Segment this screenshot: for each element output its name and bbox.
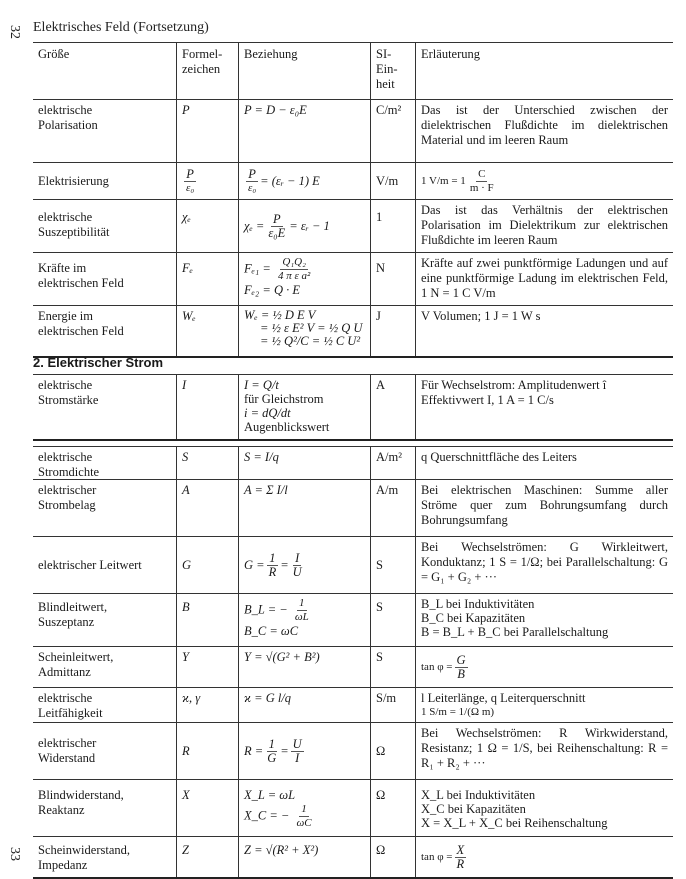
- relation-cell: P = D − ε₀E: [238, 100, 370, 162]
- relation-cell: χₑ = $\frac{P}{\text{ε₀E}}$ = εᵣ − 1: [238, 200, 370, 252]
- unit-cell: J: [370, 306, 415, 356]
- header-explanation: Erläuterung: [415, 43, 673, 99]
- symbol-cell: Y: [176, 647, 238, 687]
- table-row: [33, 594, 673, 647]
- header-symbol: Formel- zeichen: [176, 43, 238, 99]
- table-row: [33, 780, 673, 837]
- relation-cell: Y = √(G² + B²): [238, 647, 370, 687]
- explanation-cell: l Leiterlänge, q Leiterquerschnitt 1 S/m = 1/(Ω m): [415, 688, 673, 724]
- symbol-cell: Fₑ: [176, 253, 238, 305]
- explanation-cell: Das ist der Unterschied zwischen der dielektrischen Flußdichte im dielektrischen Material und im leeren Raum: [415, 100, 673, 162]
- symbol-cell: A: [176, 480, 238, 536]
- explanation-cell: 1 V/m = 1 $\frac{C}{m \cdot F}$: [415, 163, 673, 199]
- symbol-cell: ϰ, γ: [176, 688, 238, 724]
- unit-cell: N: [370, 253, 415, 305]
- unit-cell: S: [370, 647, 415, 687]
- unit-cell: V/m: [370, 163, 415, 199]
- symbol-cell: Wₑ: [176, 306, 238, 356]
- symbol-cell: G: [176, 537, 238, 593]
- relation-cell: X_L = ωL X_C = − $\frac{1}{\omega C}$: [238, 780, 370, 836]
- relation-cell: ϰ = G l/q: [238, 688, 370, 724]
- relation-cell: A = Σ I/l: [238, 480, 370, 536]
- current-table: [33, 374, 673, 879]
- symbol-cell: X: [176, 780, 238, 836]
- quantity-cell: Energie im elektrischen Feld: [38, 309, 124, 338]
- table-row: [33, 837, 673, 879]
- relation-cell: Fₑ₁ = $\frac{\text{Q₁Q₂}}{\text{4 π ε a²}}$ Fₑ₂ = Q · E: [238, 253, 370, 305]
- quantity-cell: elektrische Suszeptibilität: [38, 210, 110, 239]
- unit-cell: C/m²: [370, 100, 415, 162]
- unit-cell: A: [370, 375, 415, 439]
- relation-cell: R = $\frac{1}{G}$ = $\frac{U}{I}$: [238, 723, 370, 779]
- quantity-cell: elektrischer Widerstand: [38, 736, 97, 765]
- symbol-cell: χₑ: [176, 200, 238, 252]
- unit-cell: Ω: [370, 723, 415, 779]
- explanation-cell: Das ist das Verhältnis der elektrischen Polarisation im Dielektrikum zur elektrischen Flußdichte im leeren Raum: [415, 200, 673, 252]
- page-number-top: 32: [7, 25, 22, 39]
- explanation-cell: Für Wechselstrom: Amplitudenwert î Effektivwert I, 1 A = 1 C/s: [415, 375, 673, 439]
- explanation-cell: Bei elektrischen Maschinen: Summe aller Ströme quer zum Bohrungsumfang durch Bohrungsumfang: [415, 480, 673, 536]
- relation-cell: $\frac{P}{\text{ε₀}}$ = (εᵣ − 1) E: [238, 163, 370, 199]
- explanation-cell: Bei Wechselströmen: G Wirkleitwert, Konduktanz; 1 S = 1/Ω; bei Parallelschaltung: G = G₁ + G₂ + ···: [415, 537, 673, 593]
- quantity-cell: elektrischer Strombelag: [38, 483, 97, 512]
- symbol-cell: Z: [176, 837, 238, 877]
- table-header-row: [33, 42, 673, 100]
- table-row: [33, 100, 673, 163]
- header-relation: Beziehung: [238, 43, 370, 99]
- relation-cell: I = Q/t für Gleichstrom i = dQ/dt Augenblickswert: [238, 375, 370, 439]
- unit-cell: Ω: [370, 780, 415, 836]
- explanation-cell: X_L bei Induktivitäten X_C bei Kapazitäten X = X_L + X_C bei Reihenschaltung: [415, 780, 673, 836]
- symbol-cell: B: [176, 594, 238, 646]
- table-row: [33, 537, 673, 594]
- table-row: [33, 253, 673, 306]
- unit-cell: S: [370, 537, 415, 593]
- relation-cell: Z = √(R² + X²): [238, 837, 370, 877]
- table-row: [33, 723, 673, 780]
- page-title: Elektrisches Feld (Fortsetzung): [33, 20, 209, 35]
- unit-cell: Ω: [370, 837, 415, 877]
- symbol-cell: S: [176, 447, 238, 483]
- quantity-cell: elektrische Leitfähigkeit: [38, 691, 103, 720]
- quantity-cell: Blindleitwert, Suszeptanz: [38, 600, 108, 629]
- quantity-cell: elektrische Stromstärke: [38, 378, 99, 407]
- explanation-cell: V Volumen; 1 J = 1 W s: [415, 306, 673, 356]
- quantity-cell: Scheinwiderstand, Impedanz: [38, 843, 130, 872]
- field-table: [33, 42, 673, 358]
- table-row: [33, 200, 673, 253]
- relation-cell: G = $\frac{1}{R}$ = $\frac{I}{U}$: [238, 537, 370, 593]
- relation-cell: S = I/q: [238, 447, 370, 483]
- table-row: [33, 447, 673, 480]
- section-title: 2. Elektrischer Strom: [33, 355, 164, 370]
- table-row: [33, 375, 673, 441]
- unit-cell: A/m: [370, 480, 415, 536]
- symbol-cell: P: [176, 100, 238, 162]
- header-unit: SI- Ein- heit: [370, 43, 415, 99]
- page-number-bottom: 33: [7, 847, 22, 861]
- quantity-cell: elektrische Stromdichte: [38, 450, 100, 479]
- header-quantity: Größe: [38, 47, 70, 61]
- explanation-cell: tan φ = $\frac{G}{B}$: [415, 647, 673, 687]
- table-row: [33, 306, 673, 358]
- symbol-cell: $\frac{P}{\text{ε₀}}$: [176, 163, 238, 199]
- table-row: [33, 480, 673, 537]
- relation-cell: Wₑ = ½ D E V = ½ ε E² V = ½ Q U = ½ Q²/C = ½ C U²: [238, 306, 370, 356]
- symbol-cell: R: [176, 723, 238, 779]
- relation-cell: B_L = − $\frac{1}{\omega L}$ B_C = ωC: [238, 594, 370, 646]
- quantity-cell: Kräfte im elektrischen Feld: [38, 261, 124, 290]
- explanation-cell: Kräfte auf zwei punktförmige Ladungen und auf eine punktförmige Ladung im elektrischen Feld, 1 N = 1 C V/m: [415, 253, 673, 305]
- table-row: [33, 647, 673, 688]
- explanation-cell: B_L bei Induktivitäten B_C bei Kapazitäten B = B_L + B_C bei Parallelschaltung: [415, 594, 673, 646]
- symbol-cell: I: [176, 375, 238, 439]
- quantity-cell: Blindwiderstand, Reaktanz: [38, 788, 124, 817]
- explanation-cell: tan φ = $\frac{X}{R}$: [415, 837, 673, 877]
- unit-cell: S: [370, 594, 415, 646]
- explanation-cell: Bei Wechselströmen: R Wirkwiderstand, Resistanz; 1 Ω = 1/S, bei Reihenschaltung: R = R₁ + R₂ + ···: [415, 723, 673, 779]
- explanation-cell: q Querschnittfläche des Leiters: [415, 447, 673, 483]
- table-row: [33, 688, 673, 723]
- unit-cell: S/m: [370, 688, 415, 724]
- quantity-cell: Scheinleitwert, Admittanz: [38, 650, 114, 679]
- quantity-cell: Elektrisierung: [38, 173, 109, 188]
- quantity-cell: elektrischer Leitwert: [38, 557, 142, 572]
- unit-cell: A/m²: [370, 447, 415, 483]
- table-row: [33, 163, 673, 200]
- unit-cell: 1: [370, 200, 415, 252]
- quantity-cell: elektrische Polarisation: [38, 103, 98, 132]
